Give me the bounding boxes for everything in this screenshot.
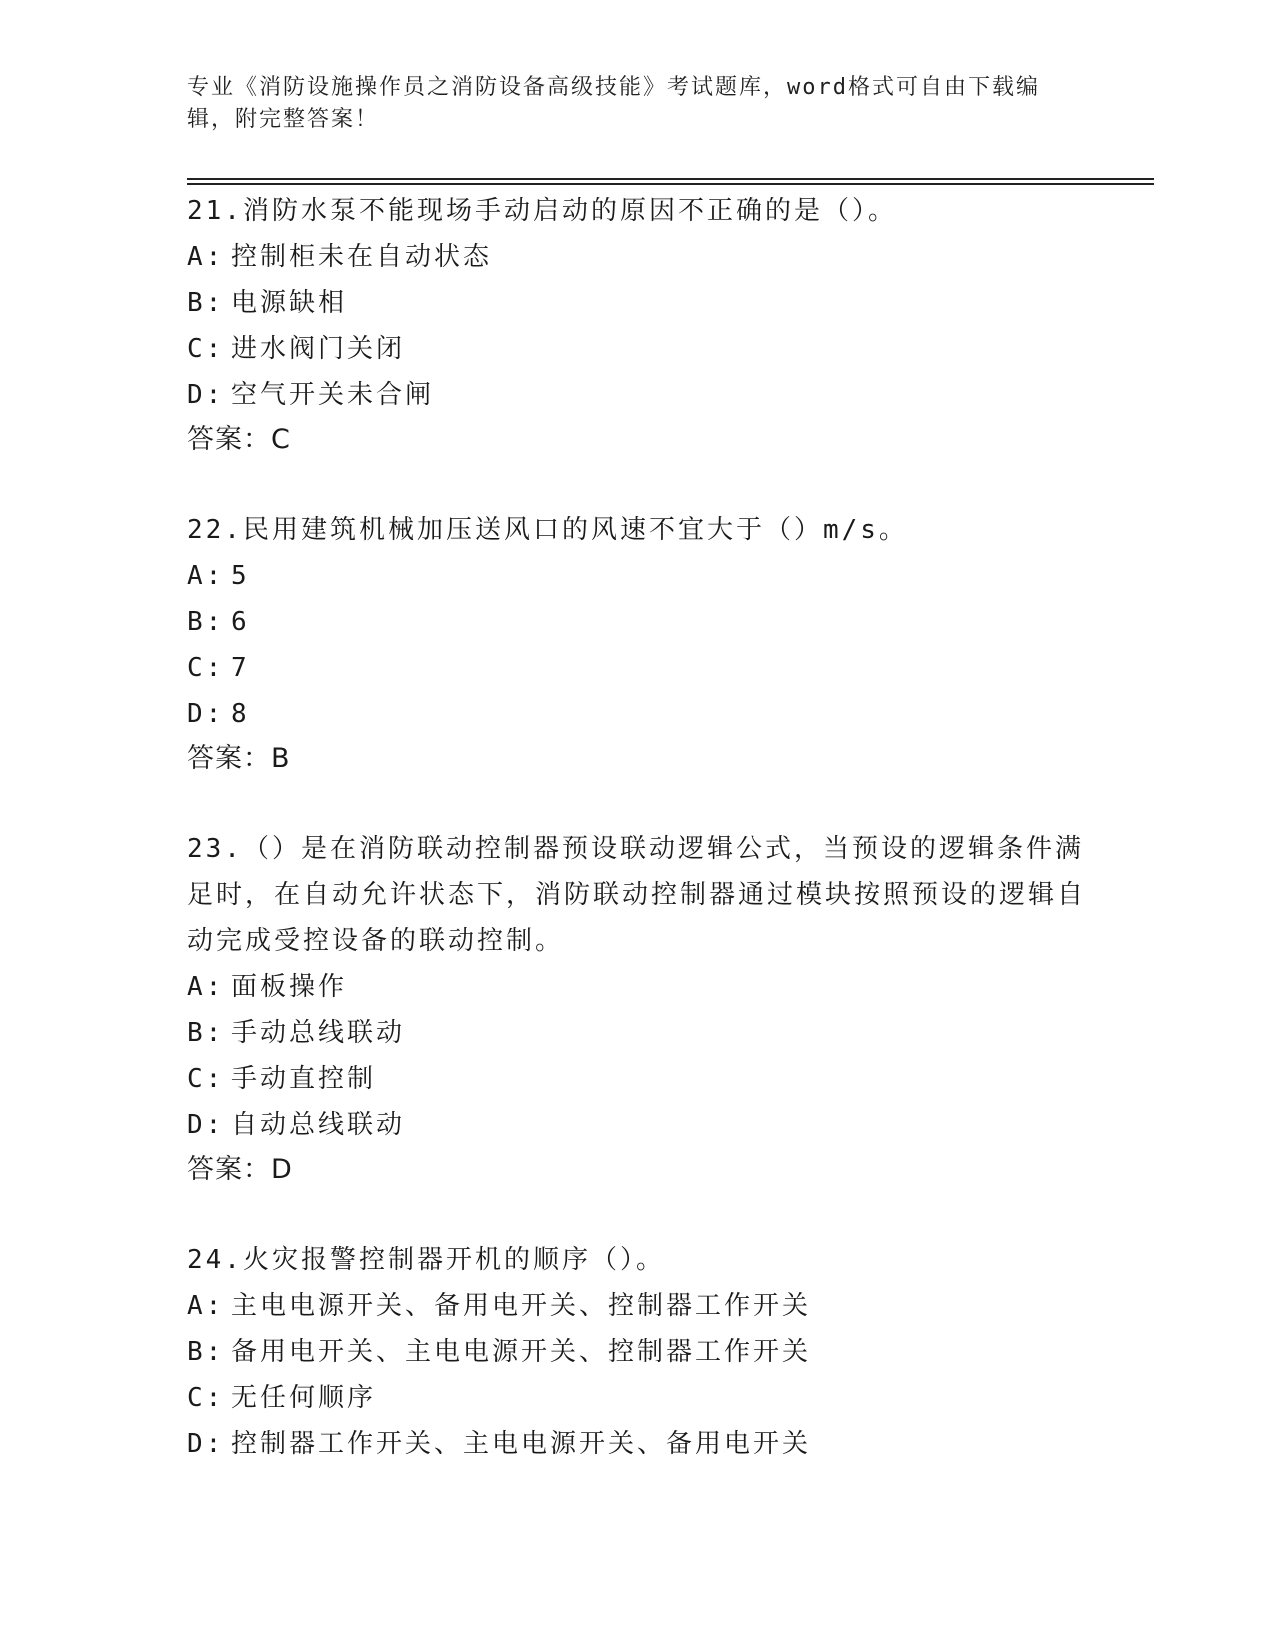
option-a	[187, 553, 1087, 599]
option-d	[187, 372, 1087, 418]
option-letter: D:	[187, 699, 225, 729]
question-21	[187, 188, 1087, 462]
option-text: 控制器工作开关、主电电源开关、备用电开关	[231, 1429, 812, 1459]
option-b	[187, 599, 1087, 645]
option-text: 8	[231, 699, 250, 729]
option-text: 主电电源开关、备用电开关、控制器工作开关	[231, 1291, 812, 1321]
option-letter: C:	[187, 653, 225, 683]
option-d	[187, 1102, 1087, 1148]
option-text: 7	[231, 653, 250, 683]
option-letter: A:	[187, 242, 225, 272]
option-text: 手动直控制	[231, 1064, 377, 1094]
option-d	[187, 691, 1087, 737]
option-b	[187, 280, 1087, 326]
option-text: 自动总线联动	[231, 1110, 406, 1140]
option-c	[187, 1375, 1087, 1421]
answer: 答案：C	[187, 424, 291, 455]
option-letter: D:	[187, 1429, 225, 1459]
option-letter: C:	[187, 334, 225, 364]
option-letter: A:	[187, 972, 225, 1002]
answer: 答案：B	[187, 743, 291, 774]
option-letter: C:	[187, 1383, 225, 1413]
option-text: 备用电开关、主电电源开关、控制器工作开关	[231, 1337, 812, 1367]
header-divider-bottom	[187, 183, 1154, 185]
header-note: 专业《消防设施操作员之消防设备高级技能》考试题库，word格式可自由下载编辑，附完整答案！	[187, 75, 1040, 132]
question-24	[187, 1237, 1087, 1467]
option-d	[187, 1421, 1087, 1467]
option-text: 空气开关未合闸	[231, 380, 435, 410]
option-text: 6	[231, 607, 250, 637]
option-text: 5	[231, 561, 250, 591]
option-text: 面板操作	[231, 972, 348, 1002]
answer: 答案：D	[187, 1154, 293, 1185]
question-23	[187, 826, 1087, 1192]
option-c	[187, 1056, 1087, 1102]
question-stem: 23.（）是在消防联动控制器预设联动逻辑公式，当预设的逻辑条件满足时，在自动允许状态下，消防联动控制器通过模块按照预设的逻辑自动完成受控设备的联动控制。	[187, 834, 1087, 956]
header-divider-top	[187, 178, 1154, 180]
option-c	[187, 645, 1087, 691]
option-text: 无任何顺序	[231, 1383, 377, 1413]
question-stem: 24.火灾报警控制器开机的顺序（）。	[187, 1245, 665, 1275]
option-letter: B:	[187, 607, 225, 637]
option-text: 手动总线联动	[231, 1018, 406, 1048]
option-letter: A:	[187, 561, 225, 591]
option-b	[187, 1329, 1087, 1375]
option-letter: A:	[187, 1291, 225, 1321]
option-letter: B:	[187, 1018, 225, 1048]
option-letter: C:	[187, 1064, 225, 1094]
option-letter: B:	[187, 1337, 225, 1367]
option-a	[187, 234, 1087, 280]
option-text: 进水阀门关闭	[231, 334, 406, 364]
question-stem: 21.消防水泵不能现场手动启动的原因不正确的是（）。	[187, 196, 897, 226]
option-b	[187, 1010, 1087, 1056]
option-text: 电源缺相	[231, 288, 348, 318]
option-a	[187, 1283, 1087, 1329]
question-22	[187, 507, 1087, 781]
question-stem: 22.民用建筑机械加压送风口的风速不宜大于（）m/s。	[187, 515, 908, 545]
option-c	[187, 326, 1087, 372]
option-letter: D:	[187, 1110, 225, 1140]
option-text: 控制柜未在自动状态	[231, 242, 493, 272]
option-a	[187, 964, 1087, 1010]
option-letter: D:	[187, 380, 225, 410]
option-letter: B:	[187, 288, 225, 318]
